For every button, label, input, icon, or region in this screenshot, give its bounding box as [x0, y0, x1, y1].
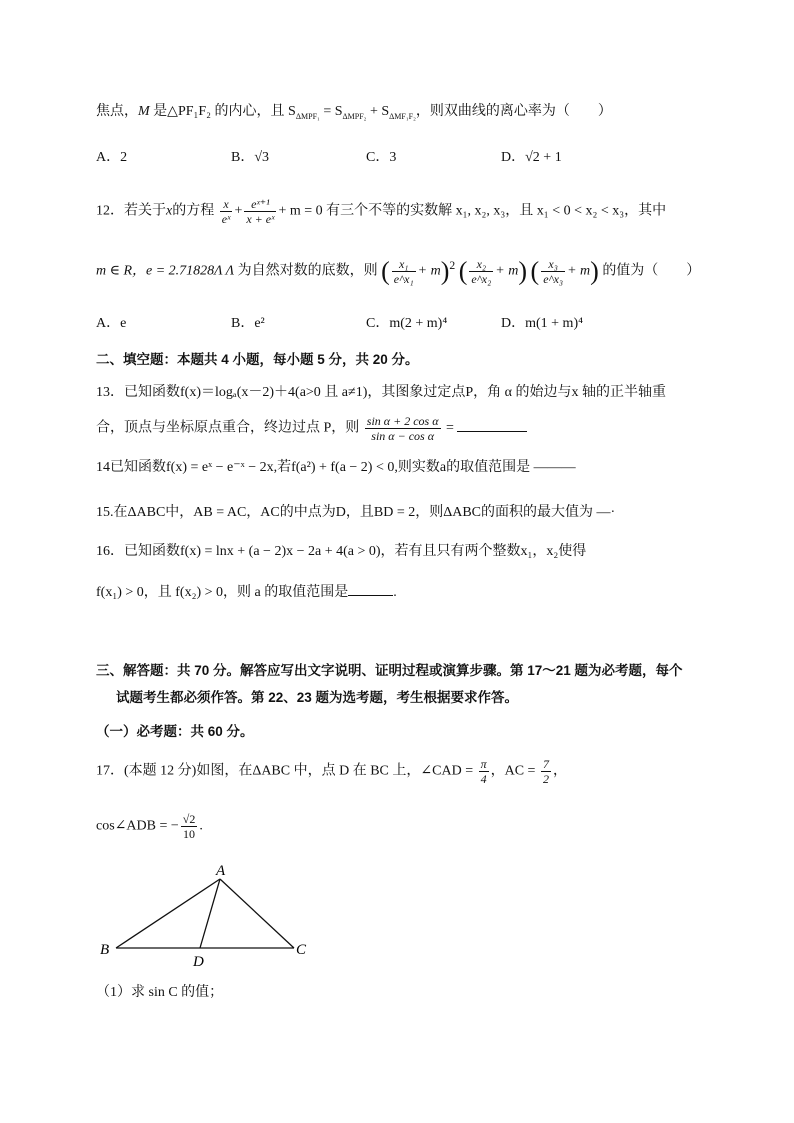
q11-option-b: B．√3: [231, 150, 270, 165]
label-c: C: [296, 942, 307, 958]
q13-line1: 13．已知函数f(x)＝logₐ(x－2)＋4(a>0 且 a≠1)，其图象过定点P，角 α 的始边与x 轴的正半轴重: [96, 385, 666, 400]
label-b: B: [100, 942, 110, 958]
q12-options: [96, 314, 636, 334]
q16-line1: 16．已知函数f(x) = lnx + (a − 2)x − 2a + 4(a > 0)，若有且只有两个整数x₁，x₂使得: [96, 544, 587, 559]
section-3-heading-cont: 试题考生都必须作答。第 22、23 题为选考题，考生根据要求作答。: [116, 690, 519, 705]
q16-answer-blank: [348, 583, 393, 596]
label-d: D: [193, 954, 204, 970]
q16-line2: f(x₁) > 0，且 f(x₂) > 0，则 a 的取值范围是 .: [96, 585, 397, 600]
q11-option-d: D．√2 + 1: [501, 150, 562, 165]
subsection-required: （一）必考题：共 60 分。: [96, 724, 254, 739]
q12-option-d: D．m(1 + m)⁴: [501, 316, 583, 331]
q11-line: 焦点，M 是△PF₁F₂ 的内心，且 $S_{\Delta MPF_1} = S_{\Delta MPF_2} + S_{\Delta MF_1F_2}$，则双曲线的离心率为（ ）: [96, 104, 612, 121]
triangle-figure: [96, 858, 336, 973]
section-3-heading: 三、解答题：共 70 分。解答应写出文字说明、证明过程或演算步骤。第 17～21 题为必考题，每个: [96, 663, 683, 678]
q14-line: 14已知函数f(x) = eˣ − e⁻ˣ − 2x,若f(a²) + f(a − 2) < 0,则实数a的取值范围是 ———: [96, 460, 576, 475]
q11-option-a: A．2: [96, 150, 128, 165]
side-ac: [220, 879, 294, 948]
q13-answer-blank: [457, 419, 527, 432]
side-ab: [116, 879, 220, 948]
q12-line1: 12．若关于x的方程 $\frac{x}{\text{eˣ}}$ + $\frac{\text{eˣ⁺¹}}{\text{x + eˣ}}$ + m = 0 有三个不等的实数解 x₁, x₂, x₃，且 x₁ < 0 < x₂ < x₃，其中: [96, 197, 667, 226]
q12-line2: m ∈ R，e = 2.71828Λ Λ 为自然对数的底数，则 ( $\frac{\text{x₁}}{\text{e\textasciicircum{}x₁}}$ + m)$^2$ ( $\frac{\text{x₂}}{\text{e\textasciicircum{}x₂}}$ + m) ( $\frac{\text{x₃}}{\text{e\textasciicircum{}x₃}}$ + m) 的值为（ ）: [96, 256, 701, 286]
q17-part1: （1）求 sin C 的值；: [96, 985, 224, 1000]
q15-line: 15.在ΔABC中，AB = AC，AC的中点为D，且BD = 2，则ΔABC的面积的最大值为 —·: [96, 505, 616, 520]
q12-option-a: A．e: [96, 316, 127, 331]
q17-line1: 17．(本题 12 分)如图，在ΔABC 中，点 D 在 BC 上，∠CAD = $\frac{\pi}{4}$ ，AC = $\frac{7}{2}$ ，: [96, 757, 567, 786]
q11-options: [96, 148, 636, 168]
segment-ad: [200, 879, 220, 948]
q13-line2: 合，顶点与坐标原点重合，终边过点 P，则 $\frac{\text{sin α + 2 cos α}}{\text{sin α − cos α}}$ =: [96, 414, 724, 443]
q17-line2: cos∠ADB = − $\frac{√2}{10}$ .: [96, 812, 203, 841]
label-a: A: [216, 863, 226, 879]
q12-option-b: B．e²: [231, 316, 265, 331]
section-2-heading: 二、填空题：本题共 4 小题，每小题 5 分，共 20 分。: [96, 352, 419, 367]
q11-option-c: C．3: [366, 150, 397, 165]
q12-option-c: C．m(2 + m)⁴: [366, 316, 448, 331]
